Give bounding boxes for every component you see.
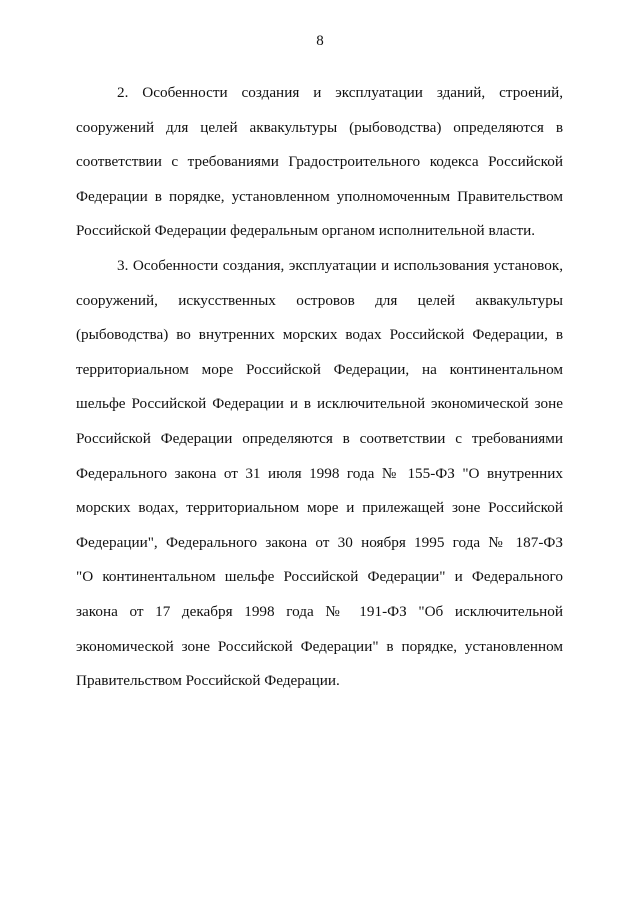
text-line: "О континентальном шельфе Российской Федерации" и Федерального: [76, 568, 563, 586]
text-line: Федерации", Федерального закона от 30 ноября 1995 года № 187-ФЗ: [76, 533, 563, 551]
text-line: сооружений, искусственных островов для целей аквакультуры: [76, 291, 563, 309]
text-line: территориальном море Российской Федерации, на континентальном: [76, 360, 563, 378]
text-line: шельфе Российской Федерации и в исключительной экономической зоне: [76, 395, 563, 413]
text-line: морских водах, территориальном море и прилежащей зоне Российской: [76, 499, 563, 517]
text-line: Федерального закона от 31 июля 1998 года № 155-ФЗ "О внутренних: [76, 464, 563, 482]
text-line: Российской Федерации определяются в соответствии с требованиями: [76, 429, 563, 447]
paragraph-3: [76, 249, 563, 699]
text-line: (рыбоводства) во внутренних морских водах Российской Федерации, в: [76, 326, 563, 344]
page-number: 8: [316, 33, 324, 49]
text-line: соответствии с требованиями Градостроительного кодекса Российской: [76, 153, 563, 171]
document-body: [76, 76, 563, 699]
text-line: Правительством Российской Федерации.: [76, 672, 340, 690]
text-line: закона от 17 декабря 1998 года № 191-ФЗ "Об исключительной: [76, 602, 563, 620]
text-line: 2. Особенности создания и эксплуатации зданий, строений,: [117, 84, 563, 101]
text-line: Федерации в порядке, установленном уполномоченным Правительством: [76, 187, 563, 205]
text-line: 3. Особенности создания, эксплуатации и использования установок,: [117, 256, 563, 274]
paragraph-2: [76, 76, 563, 249]
text-line: сооружений для целей аквакультуры (рыбоводства) определяются в: [76, 118, 563, 136]
text-line: экономической зоне Российской Федерации" в порядке, установленном: [76, 637, 563, 655]
text-line: Российской Федерации федеральным органом исполнительной власти.: [76, 222, 536, 240]
